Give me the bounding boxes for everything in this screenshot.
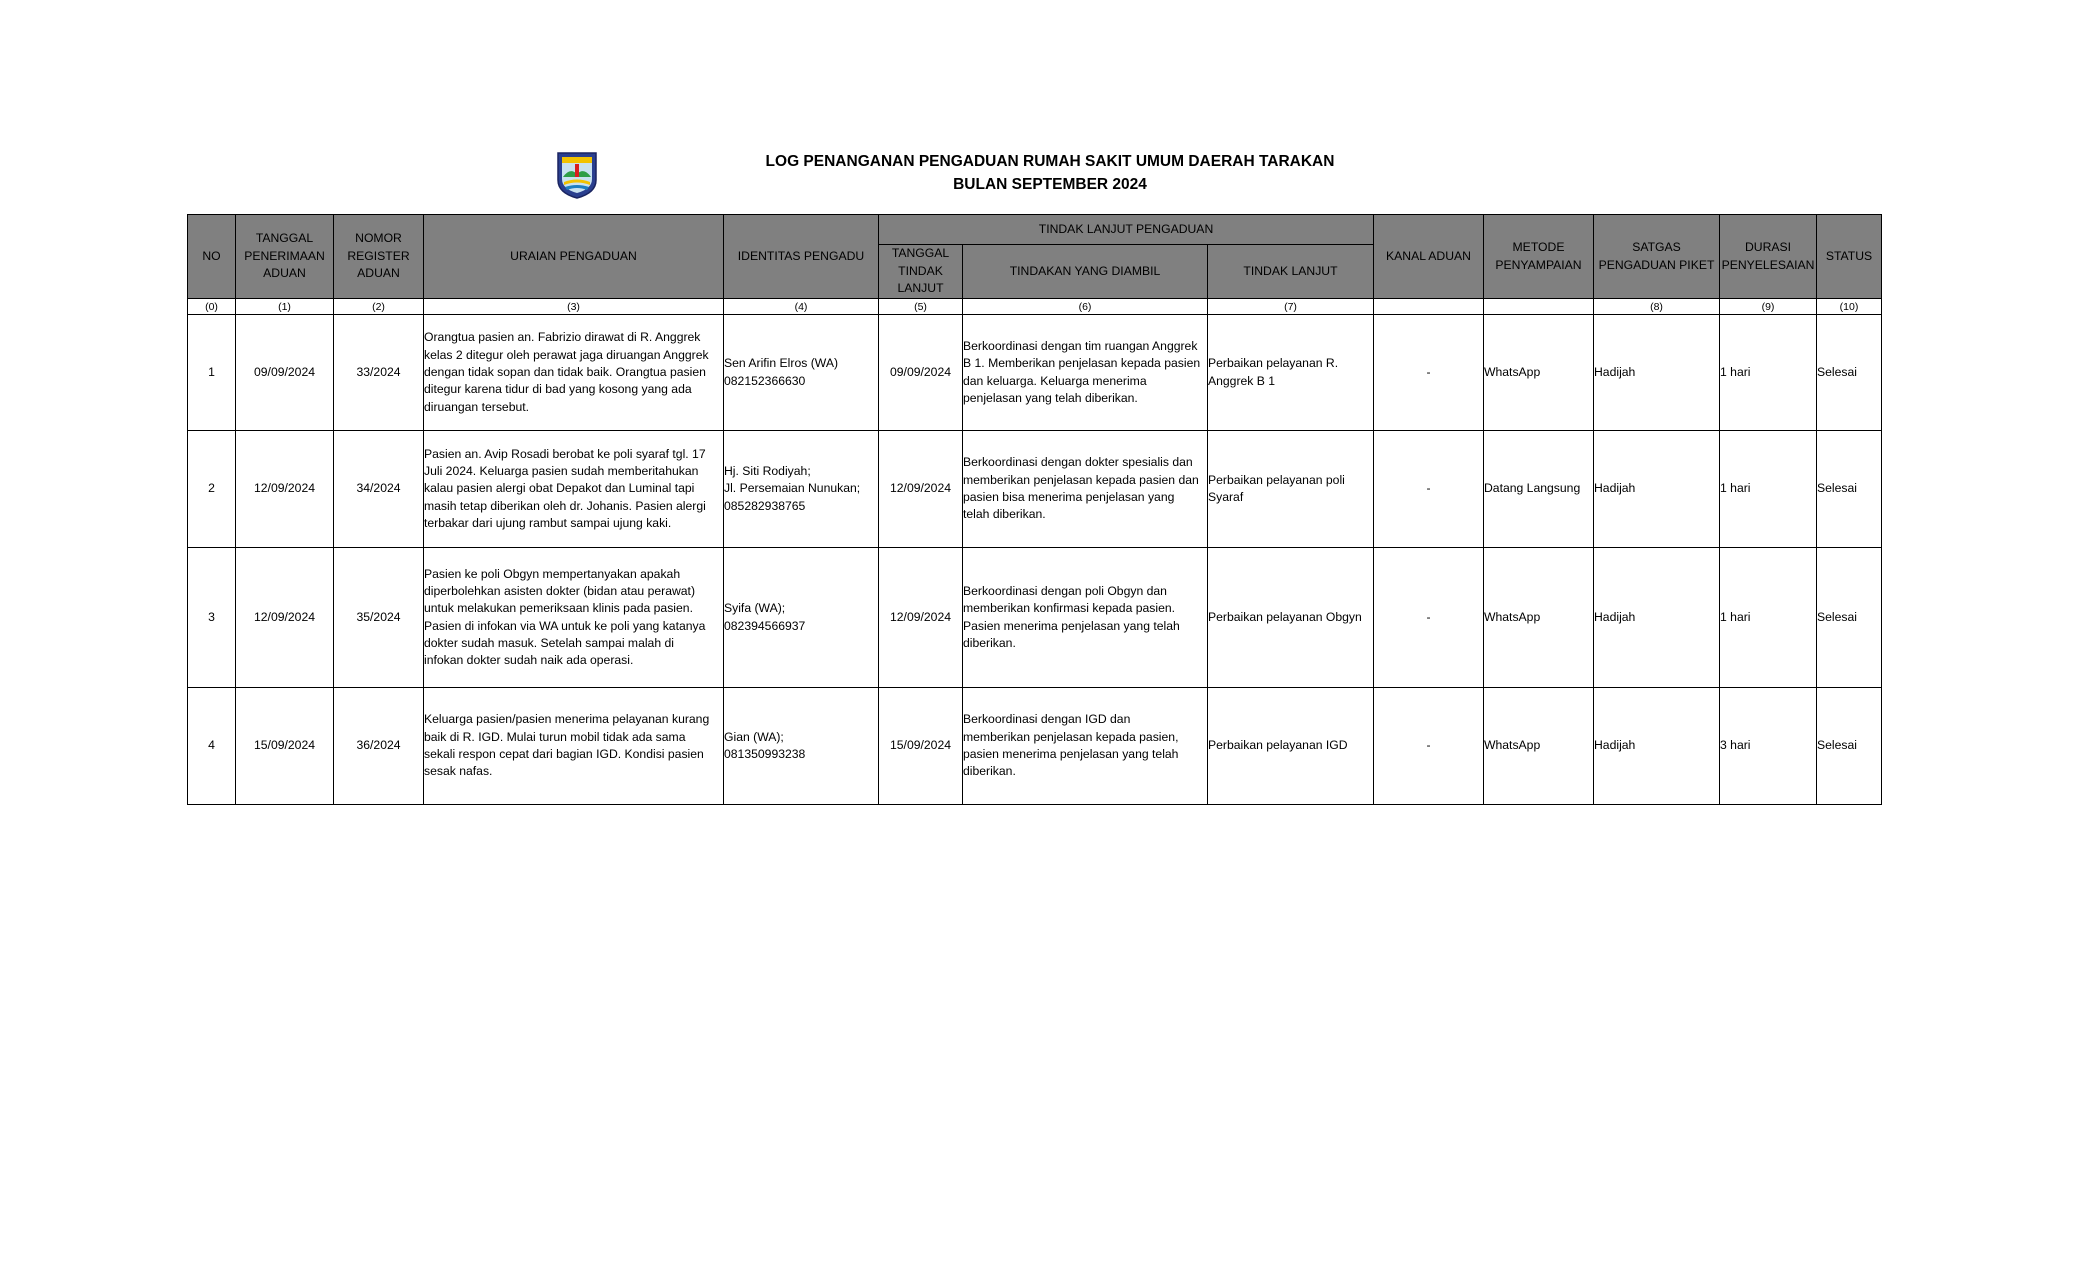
column-number: (9)	[1720, 299, 1817, 315]
cell-text-line: sesak nafas.	[424, 764, 493, 779]
cell-text-line: penjelasan yang telah diberikan.	[963, 390, 1138, 405]
cell-text-line: dengan tidak sopan dan tidak baik. Orangtua pasien	[424, 364, 706, 379]
cell-text-line: Syifa (WA);	[724, 601, 786, 616]
column-number: (7)	[1208, 299, 1374, 315]
cell-identitas-pengadu	[724, 688, 879, 805]
cell-text-line: diberikan.	[963, 635, 1016, 650]
header-durasi: DURASI PENYELESAIAN	[1720, 215, 1817, 299]
cell-text-line: dokter sudah masuk. Setelah sampai malah di	[424, 635, 674, 650]
cell-tanggal-penerimaan: 15/09/2024	[236, 688, 334, 805]
header-identitas-pengadu: IDENTITAS PENGADU	[724, 215, 879, 299]
cell-nomor-register: 34/2024	[334, 431, 424, 548]
cell-text-line: infokan dokter sudah naik ada operasi.	[424, 653, 634, 668]
cell-text-line: Keluarga pasien/pasien menerima pelayanan kurang	[424, 712, 710, 727]
cell-status: Selesai	[1817, 548, 1882, 688]
cell-text-line: memberikan penjelasan kepada pasien,	[963, 729, 1179, 744]
cell-tanggal-penerimaan: 12/09/2024	[236, 431, 334, 548]
cell-text-line: B 1. Memberikan penjelasan kepada pasien	[963, 356, 1201, 371]
table-row	[188, 688, 1882, 805]
cell-tindakan	[963, 315, 1208, 431]
cell-text-line: diperbolehkan asisten dokter (bidan atau perawat)	[424, 583, 696, 598]
cell-text-line: Jl. Persemaian Nunukan;	[724, 481, 861, 496]
column-number-row	[188, 299, 1882, 315]
cell-tindak-lanjut	[1208, 688, 1374, 805]
table-row	[188, 431, 1882, 548]
cell-tindakan	[963, 548, 1208, 688]
cell-text-line: Perbaikan pelayanan IGD	[1208, 738, 1348, 753]
cell-satgas-piket: Hadijah	[1594, 315, 1720, 431]
cell-text-line: 081350993238	[724, 747, 806, 762]
cell-tindak-lanjut	[1208, 548, 1374, 688]
header-kanal-aduan: KANAL ADUAN	[1374, 215, 1484, 299]
cell-metode-penyampaian: WhatsApp	[1484, 688, 1594, 805]
cell-text-line: Perbaikan pelayanan R.	[1208, 356, 1339, 371]
header-status: STATUS	[1817, 215, 1882, 299]
cell-text-line: 085282938765	[724, 498, 806, 513]
header-nomor-register: NOMOR REGISTER ADUAN	[334, 215, 424, 299]
cell-tindakan	[963, 431, 1208, 548]
cell-text-line: Orangtua pasien an. Fabrizio dirawat di R. Anggrek	[424, 330, 701, 345]
cell-text-line: Perbaikan pelayanan Obgyn	[1208, 609, 1362, 624]
cell-text-line: Juli 2024. Keluarga pasien sudah memberitahukan	[424, 464, 699, 479]
cell-satgas-piket: Hadijah	[1594, 431, 1720, 548]
column-number: (4)	[724, 299, 879, 315]
column-number: (3)	[424, 299, 724, 315]
column-number: (1)	[236, 299, 334, 315]
column-number: (0)	[188, 299, 236, 315]
cell-durasi: 1 hari	[1720, 548, 1817, 688]
document-title: LOG PENANGANAN PENGADUAN RUMAH SAKIT UMUM DAERAH TARAKAN	[765, 153, 1335, 170]
cell-text-line: memberikan penjelasan kepada pasien dan	[963, 472, 1199, 487]
header-tindak-lanjut: TINDAK LANJUT	[1208, 245, 1374, 299]
document-subtitle: BULAN SEPTEMBER 2024	[953, 176, 1147, 193]
header-uraian-pengaduan: URAIAN PENGADUAN	[424, 215, 724, 299]
cell-uraian-pengaduan	[424, 315, 724, 431]
cell-text-line: Pasien menerima penjelasan yang telah	[963, 618, 1180, 633]
column-number: (2)	[334, 299, 424, 315]
cell-identitas-pengadu	[724, 431, 879, 548]
cell-tanggal-tindak-lanjut: 15/09/2024	[879, 688, 963, 805]
cell-text-line: kelas 2 ditegur oleh perawat jaga diruangan Anggrek	[424, 347, 709, 362]
cell-text-line: Pasien di infokan via WA untuk ke poli yang katanya	[424, 618, 706, 633]
cell-nomor-register: 33/2024	[334, 315, 424, 431]
complaint-log-table	[187, 214, 1882, 805]
cell-no: 1	[188, 315, 236, 431]
cell-text-line: terbakar dari ujung rambut sampai ujung kaki.	[424, 516, 672, 531]
cell-text-line: telah diberikan.	[963, 507, 1046, 522]
cell-kanal-aduan: -	[1374, 688, 1484, 805]
table-row	[188, 315, 1882, 431]
cell-tanggal-tindak-lanjut: 12/09/2024	[879, 431, 963, 548]
column-number: (5)	[879, 299, 963, 315]
cell-identitas-pengadu	[724, 315, 879, 431]
cell-tindak-lanjut	[1208, 315, 1374, 431]
cell-text-line: Pasien an. Avip Rosadi berobat ke poli syaraf tgl. 17	[424, 446, 706, 461]
cell-status: Selesai	[1817, 688, 1882, 805]
cell-tanggal-tindak-lanjut: 12/09/2024	[879, 548, 963, 688]
cell-text-line: Pasien ke poli Obgyn mempertanyakan apakah	[424, 566, 681, 581]
cell-text-line: ditegur karena tidur di bad yang kosong yang ada	[424, 382, 692, 397]
cell-text-line: untuk melakukan pemeriksaan klinis pada pasien.	[424, 601, 693, 616]
cell-text-line: dan keluarga. Keluarga menerima	[963, 373, 1147, 388]
cell-satgas-piket: Hadijah	[1594, 688, 1720, 805]
column-number	[1374, 299, 1484, 315]
header-tindak-lanjut-group: TINDAK LANJUT PENGADUAN	[879, 215, 1374, 245]
cell-uraian-pengaduan	[424, 431, 724, 548]
cell-uraian-pengaduan	[424, 548, 724, 688]
cell-text-line: pasien menerima penjelasan yang telah	[963, 747, 1179, 762]
header-tindakan: TINDAKAN YANG DIAMBIL	[963, 245, 1208, 299]
cell-text-line: Sen Arifin Elros (WA)	[724, 356, 839, 371]
cell-text-line: Berkoordinasi dengan IGD dan	[963, 712, 1131, 727]
column-number: (6)	[963, 299, 1208, 315]
cell-kanal-aduan: -	[1374, 548, 1484, 688]
header-no: NO	[188, 215, 236, 299]
cell-text-line: sekali respon cepat dari bagian IGD. Kondisi pasien	[424, 747, 704, 762]
cell-kanal-aduan: -	[1374, 315, 1484, 431]
cell-no: 3	[188, 548, 236, 688]
cell-metode-penyampaian: WhatsApp	[1484, 548, 1594, 688]
cell-text-line: masih tetap diberikan oleh dr. Johanis. Pasien alergi	[424, 498, 706, 513]
cell-durasi: 1 hari	[1720, 431, 1817, 548]
cell-metode-penyampaian: WhatsApp	[1484, 315, 1594, 431]
cell-tanggal-tindak-lanjut: 09/09/2024	[879, 315, 963, 431]
cell-no: 4	[188, 688, 236, 805]
header-satgas-piket: SATGAS PENGADUAN PIKET	[1594, 215, 1720, 299]
cell-durasi: 3 hari	[1720, 688, 1817, 805]
cell-satgas-piket: Hadijah	[1594, 548, 1720, 688]
cell-text-line: diruangan tersebut.	[424, 399, 530, 414]
cell-text-line: Syaraf	[1208, 490, 1244, 505]
cell-text-line: 082152366630	[724, 373, 806, 388]
cell-text-line: Hj. Siti Rodiyah;	[724, 464, 811, 479]
cell-tanggal-penerimaan: 09/09/2024	[236, 315, 334, 431]
cell-text-line: Berkoordinasi dengan tim ruangan Anggrek	[963, 338, 1198, 353]
header-metode-penyampaian: METODE PENYAMPAIAN	[1484, 215, 1594, 299]
cell-tindakan	[963, 688, 1208, 805]
header-tanggal-penerimaan: TANGGAL PENERIMAAN ADUAN	[236, 215, 334, 299]
cell-text-line: 082394566937	[724, 618, 806, 633]
header-tanggal-tindak-lanjut: TANGGAL TINDAK LANJUT	[879, 245, 963, 299]
column-number: (10)	[1817, 299, 1882, 315]
cell-text-line: Gian (WA);	[724, 729, 784, 744]
cell-durasi: 1 hari	[1720, 315, 1817, 431]
cell-identitas-pengadu	[724, 548, 879, 688]
cell-status: Selesai	[1817, 431, 1882, 548]
cell-text-line: Berkoordinasi dengan poli Obgyn dan	[963, 583, 1167, 598]
cell-tanggal-penerimaan: 12/09/2024	[236, 548, 334, 688]
cell-nomor-register: 35/2024	[334, 548, 424, 688]
cell-uraian-pengaduan	[424, 688, 724, 805]
cell-text-line: pasien bisa menerima penjelasan yang	[963, 490, 1175, 505]
cell-nomor-register: 36/2024	[334, 688, 424, 805]
cell-text-line: kalau pasien alergi obat Depakot dan Luminal tapi	[424, 481, 695, 496]
cell-tindak-lanjut	[1208, 431, 1374, 548]
cell-kanal-aduan: -	[1374, 431, 1484, 548]
table-row	[188, 548, 1882, 688]
cell-text-line: Berkoordinasi dengan dokter spesialis dan	[963, 455, 1193, 470]
column-number: (8)	[1594, 299, 1720, 315]
cell-text-line: Perbaikan pelayanan poli	[1208, 472, 1345, 487]
cell-text-line: baik di R. IGD. Mulai turun mobil tidak ada sama	[424, 729, 686, 744]
cell-metode-penyampaian: Datang Langsung	[1484, 431, 1594, 548]
cell-text-line: Anggrek B 1	[1208, 373, 1276, 388]
cell-status: Selesai	[1817, 315, 1882, 431]
cell-no: 2	[188, 431, 236, 548]
cell-text-line: memberikan konfirmasi kepada pasien.	[963, 601, 1176, 616]
column-number	[1484, 299, 1594, 315]
cell-text-line: diberikan.	[963, 764, 1016, 779]
